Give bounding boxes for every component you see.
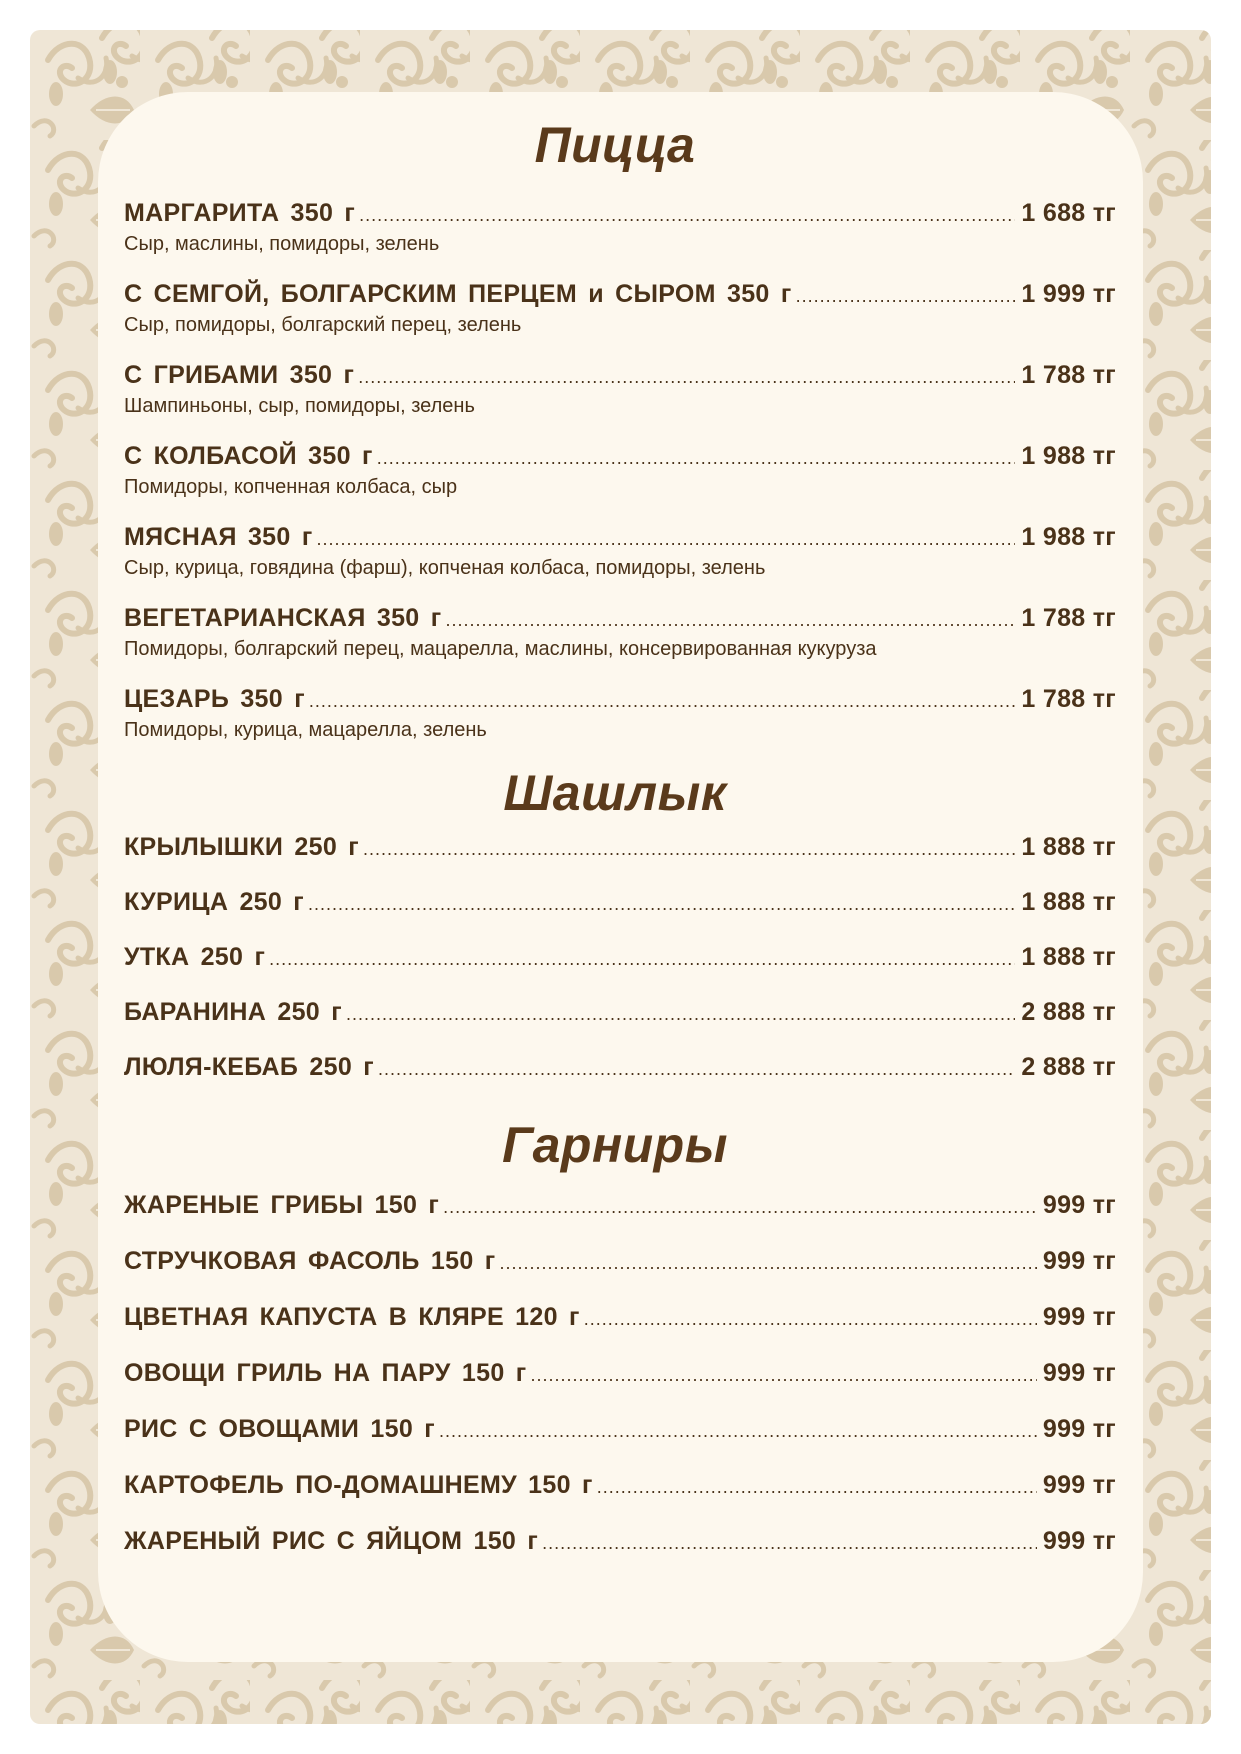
item-price: 2 888 тг	[1021, 1053, 1116, 1081]
item-price: 999 тг	[1042, 1191, 1116, 1219]
menu-item	[124, 832, 1116, 864]
menu-item	[124, 1414, 1116, 1446]
leader-dots	[309, 686, 1016, 716]
menu-item	[124, 360, 1116, 418]
item-name: ЖАРЕНЫЙ РИС С ЯЙЦОМ 150 г	[124, 1527, 539, 1555]
item-description: Сыр, курица, говядина (фарш), копченая колбаса, помидоры, зелень	[124, 557, 766, 579]
leader-dots	[359, 200, 1015, 230]
item-price: 1 888 тг	[1021, 888, 1116, 916]
item-name: УТКА 250 г	[124, 943, 266, 971]
item-description: Шампиньоны, сыр, помидоры, зелень	[124, 395, 475, 417]
item-price: 1 888 тг	[1021, 833, 1116, 861]
item-price: 1 788 тг	[1021, 604, 1116, 632]
item-description: Помидоры, копченная колбаса, сыр	[124, 476, 458, 498]
item-name: ЦЕЗАРЬ 350 г	[124, 685, 305, 713]
item-price: 999 тг	[1042, 1471, 1116, 1499]
item-name: ЛЮЛЯ-КЕБАБ 250 г	[124, 1053, 374, 1081]
item-price: 1 688 тг	[1021, 199, 1116, 227]
menu-item	[124, 1470, 1116, 1502]
item-price: 2 888 тг	[1021, 998, 1116, 1026]
menu-item	[124, 1358, 1116, 1390]
leader-dots	[530, 1360, 1036, 1390]
leader-dots	[378, 1054, 1015, 1084]
item-name: БАРАНИНА 250 г	[124, 998, 342, 1026]
menu-item	[124, 1302, 1116, 1334]
item-description: Сыр, помидоры, болгарский перец, зелень	[124, 314, 522, 336]
leader-dots	[584, 1304, 1037, 1334]
item-name: С ГРИБАМИ 350 г	[124, 361, 355, 389]
menu-item	[124, 1052, 1116, 1084]
garnish-section	[124, 1117, 1116, 1558]
item-price: 999 тг	[1042, 1415, 1116, 1443]
item-name: КРЫЛЫШКИ 250 г	[124, 833, 359, 861]
item-price: 1 888 тг	[1021, 943, 1116, 971]
leader-dots	[443, 1192, 1037, 1222]
item-name: ЦВЕТНАЯ КАПУСТА В КЛЯРЕ 120 г	[124, 1303, 580, 1331]
pizza-section-title: Пицца	[534, 117, 696, 173]
item-price: 1 788 тг	[1021, 685, 1116, 713]
item-name: ЖАРЕНЫЕ ГРИБЫ 150 г	[124, 1191, 440, 1219]
item-name: МАРГАРИТА 350 г	[124, 199, 356, 227]
item-name: КАРТОФЕЛЬ ПО-ДОМАШНЕМУ 150 г	[124, 1471, 593, 1499]
menu-item	[124, 684, 1116, 742]
menu-item	[124, 603, 1116, 661]
menu-item	[124, 198, 1116, 256]
leader-dots	[439, 1416, 1037, 1446]
shashlik-section	[124, 765, 1116, 1084]
item-name: МЯСНАЯ 350 г	[124, 523, 313, 551]
menu-item	[124, 997, 1116, 1029]
shashlik-section-title: Шашлык	[503, 765, 727, 821]
leader-dots	[542, 1528, 1037, 1558]
item-price: 1 988 тг	[1021, 523, 1116, 551]
item-name: ВЕГЕТАРИАНСКАЯ 350 г	[124, 604, 442, 632]
item-description: Помидоры, болгарский перец, мацарелла, маслины, консервированная кукуруза	[124, 638, 877, 660]
garnish-section-title: Гарниры	[502, 1117, 728, 1173]
item-price: 999 тг	[1042, 1247, 1116, 1275]
menu-item	[124, 1190, 1116, 1222]
item-description: Помидоры, курица, мацарелла, зелень	[124, 719, 487, 741]
menu-item	[124, 942, 1116, 974]
item-name: КУРИЦА 250 г	[124, 888, 305, 916]
leader-dots	[308, 889, 1015, 919]
item-price: 999 тг	[1042, 1527, 1116, 1555]
menu-item	[124, 279, 1116, 337]
leader-dots	[377, 443, 1016, 473]
item-price: 1 999 тг	[1021, 280, 1116, 308]
menu-item	[124, 1246, 1116, 1278]
item-price: 999 тг	[1042, 1303, 1116, 1331]
leader-dots	[346, 999, 1015, 1029]
leader-dots	[597, 1472, 1037, 1502]
item-name: С КОЛБАСОЙ 350 г	[124, 442, 373, 470]
leader-dots	[317, 524, 1016, 554]
leader-dots	[499, 1248, 1036, 1278]
menu-item	[124, 441, 1116, 499]
leader-dots	[445, 605, 1015, 635]
item-description: Сыр, маслины, помидоры, зелень	[124, 233, 440, 255]
leader-dots	[269, 944, 1015, 974]
item-price: 1 788 тг	[1021, 361, 1116, 389]
menu-item	[124, 1526, 1116, 1558]
item-name: СТРУЧКОВАЯ ФАСОЛЬ 150 г	[124, 1247, 496, 1275]
leader-dots	[358, 362, 1015, 392]
item-price: 1 988 тг	[1021, 442, 1116, 470]
item-name: ОВОЩИ ГРИЛЬ НА ПАРУ 150 г	[124, 1359, 527, 1387]
leader-dots	[363, 834, 1015, 864]
item-price: 999 тг	[1042, 1359, 1116, 1387]
menu-content	[124, 117, 1116, 1582]
menu-item	[124, 887, 1116, 919]
item-name: С СЕМГОЙ, БОЛГАРСКИМ ПЕРЦЕМ и СЫРОМ 350 г	[124, 280, 792, 308]
item-name: РИС С ОВОЩАМИ 150 г	[124, 1415, 436, 1443]
menu-item	[124, 522, 1116, 580]
pizza-section	[124, 117, 1116, 742]
leader-dots	[796, 281, 1016, 311]
